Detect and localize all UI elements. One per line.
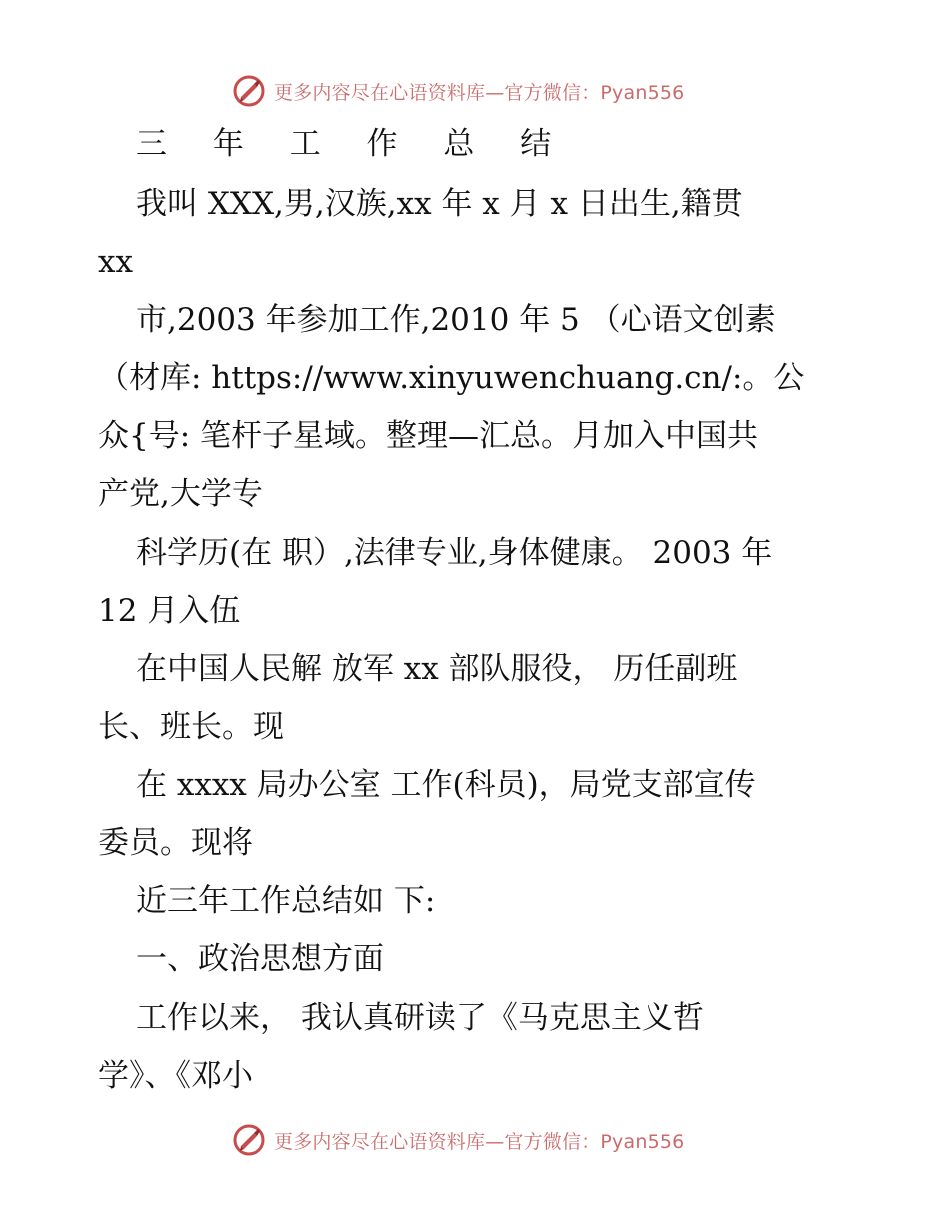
header-watermark [232, 71, 792, 111]
pen-seal-logo-icon [232, 74, 266, 108]
paragraph-line: （材库: https://www.xinyuwenchuang.cn/:。公 [98, 360, 805, 396]
paragraph-line: 长、班长。现 [98, 709, 284, 745]
watermark-text: 更多内容尽在心语资料库—官方微信：Pyan556 [274, 81, 685, 104]
paragraph-line: 近三年工作总结如 下: [136, 883, 436, 919]
section-heading: 一、政治思想方面 [136, 941, 384, 977]
paragraph-line: 众{号: 笔杆子星域。整理—汇总。月加入中国共 [98, 418, 759, 454]
paragraph-line: 在中国人民解 放军 xx 部队服役， 历任副班 [136, 651, 738, 687]
paragraph-line: 在 xxxx 局办公室 工作(科员)，局党支部宣传 [136, 767, 756, 803]
paragraph-line: 科学历(在 职）,法律专业,身体健康。 2003 年 [136, 535, 773, 571]
watermark-text: 更多内容尽在心语资料库—官方微信：Pyan556 [274, 1130, 685, 1153]
paragraph-line: 工作以来， 我认真研读了《马克思主义哲 [136, 1000, 704, 1036]
pen-seal-logo-icon [232, 1123, 266, 1157]
paragraph-line: 委员。现将 [98, 825, 253, 861]
paragraph-line: 我叫 XXX,男,汉族,xx 年 x 月 x 日出生,籍贯 [136, 186, 743, 222]
paragraph-line: 学》、《邓小 [98, 1058, 253, 1094]
paragraph-line: 12 月入伍 [98, 593, 241, 629]
paragraph-line: 产党,大学专 [98, 476, 263, 512]
paragraph-line: 市,2003 年参加工作,2010 年 5 （心语文创素 [136, 302, 776, 338]
document-title: 三 年 工 作 总 结 [136, 126, 570, 162]
paragraph-line: xx [98, 244, 133, 280]
footer-watermark [232, 1120, 792, 1160]
